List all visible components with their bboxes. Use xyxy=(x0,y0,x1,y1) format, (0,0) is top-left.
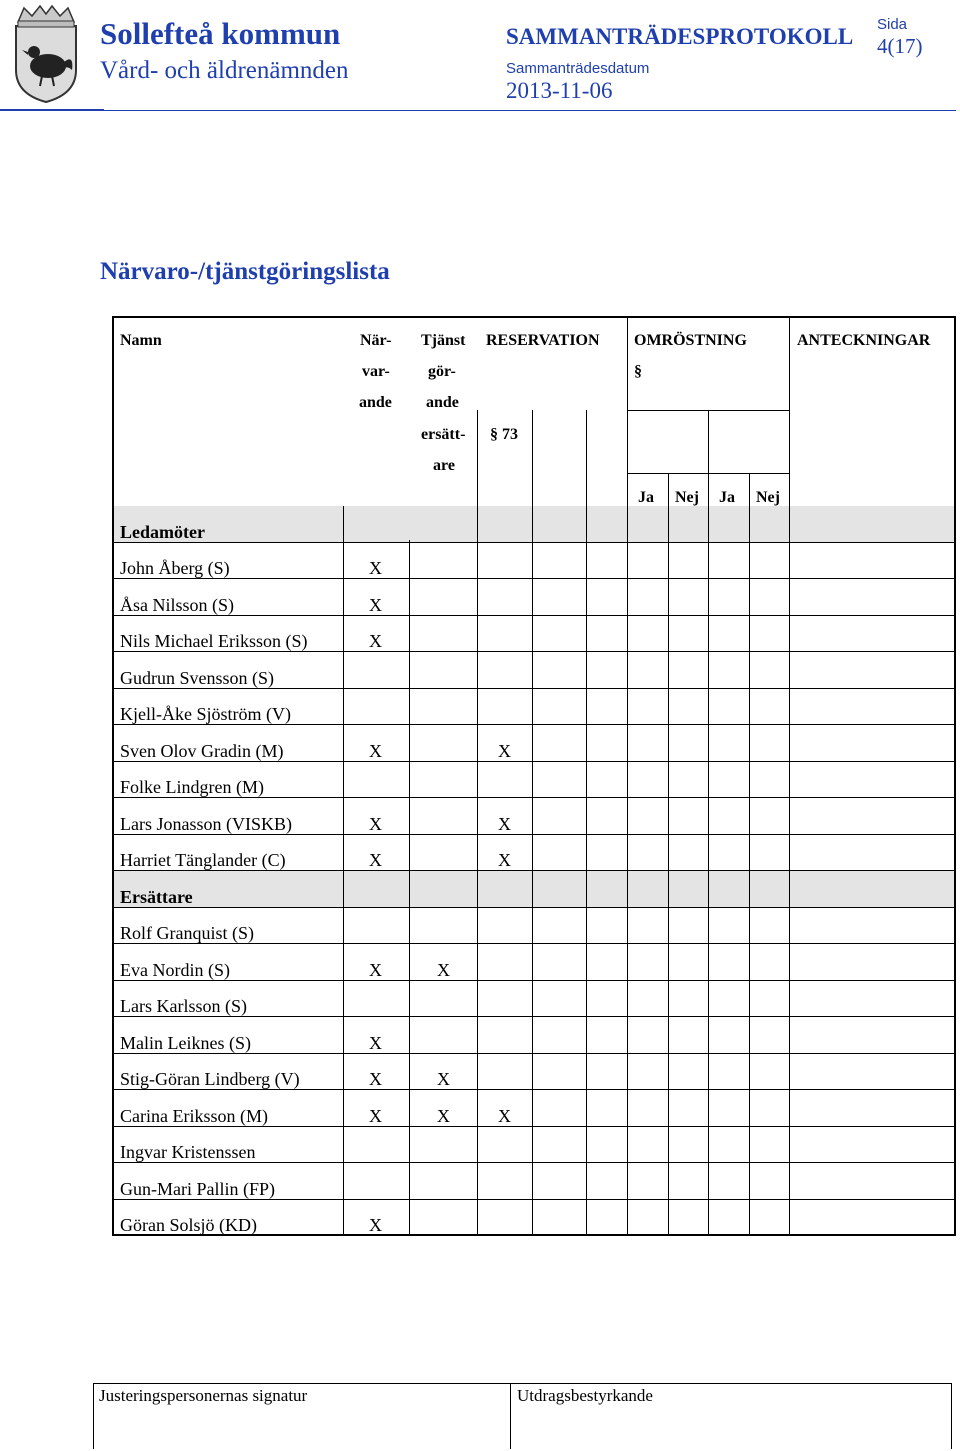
page-number: 4(17) xyxy=(877,34,923,58)
present-mark: X xyxy=(369,631,382,651)
col-header-serving: gör- xyxy=(428,363,456,380)
meeting-date-label: Sammanträdesdatum xyxy=(506,60,650,77)
meeting-date-value: 2013-11-06 xyxy=(506,78,613,103)
col-header-no: Nej xyxy=(756,489,780,506)
col-header-notes: ANTECKNINGAR xyxy=(797,332,931,349)
present-mark: X xyxy=(369,1033,382,1053)
col-line xyxy=(586,410,587,1236)
section-title-substitutes: Ersättare xyxy=(120,887,193,907)
signature-label: Justeringspersonernas signatur xyxy=(99,1386,308,1405)
organization-name: Sollefteå kommun xyxy=(100,16,341,51)
member-name: Harriet Tänglander (C) xyxy=(120,850,286,870)
page-label: Sida xyxy=(877,16,908,33)
serving-mark: X xyxy=(437,1106,450,1126)
row-line xyxy=(114,907,954,908)
serving-mark: X xyxy=(437,1069,450,1089)
present-mark: X xyxy=(369,960,382,980)
col-header-serving: Tjänst xyxy=(421,332,466,349)
col-header-voting: OMRÖSTNING xyxy=(634,332,747,349)
reservation-mark: X xyxy=(498,741,511,761)
header-line xyxy=(627,410,789,411)
col-header-reservation: RESERVATION xyxy=(486,332,600,349)
present-mark: X xyxy=(369,1069,382,1089)
present-mark: X xyxy=(369,1106,382,1126)
row-line xyxy=(114,542,954,543)
present-mark: X xyxy=(369,741,382,761)
substitute-name: Ingvar Kristenssen xyxy=(120,1142,256,1162)
attendance-table xyxy=(112,316,956,1236)
footer-divider xyxy=(510,1383,511,1449)
col-line xyxy=(749,473,750,1236)
reservation-mark: X xyxy=(498,814,511,834)
col-header-yes: Ja xyxy=(719,489,735,506)
member-name: Nils Michael Eriksson (S) xyxy=(120,631,308,651)
row-line xyxy=(114,615,954,616)
present-mark: X xyxy=(369,558,382,578)
col-header-name: Namn xyxy=(120,332,162,349)
municipal-coat-of-arms-logo xyxy=(10,4,82,104)
section-band-members xyxy=(114,506,954,542)
header-divider xyxy=(4,110,956,111)
col-header-present: ande xyxy=(359,394,392,411)
col-line xyxy=(789,318,790,1236)
col-line xyxy=(627,318,628,1236)
col-header-serving: ersätt- xyxy=(421,426,466,443)
present-mark: X xyxy=(369,850,382,870)
substitute-name: Gun-Mari Pallin (FP) xyxy=(120,1179,275,1199)
substitute-name: Lars Karlsson (S) xyxy=(120,996,247,1016)
col-header-present: När- xyxy=(360,332,392,349)
substitute-name: Rolf Granquist (S) xyxy=(120,923,254,943)
present-mark: X xyxy=(369,595,382,615)
substitute-name: Göran Solsjö (KD) xyxy=(120,1215,257,1235)
page-title: Närvaro-/tjänstgöringslista xyxy=(100,258,390,285)
section-band-substitutes xyxy=(114,871,954,907)
present-mark: X xyxy=(369,1215,382,1235)
col-header-yes: Ja xyxy=(638,489,654,506)
extract-certification-label: Utdragsbestyrkande xyxy=(517,1386,653,1405)
col-line xyxy=(409,540,410,1236)
member-name: Åsa Nilsson (S) xyxy=(120,595,235,615)
header-line xyxy=(627,473,789,474)
reservation-mark: X xyxy=(498,1106,511,1126)
col-line xyxy=(532,410,533,1236)
col-header-voting-paragraph: § xyxy=(634,363,642,380)
member-name: John Åberg (S) xyxy=(120,558,230,578)
present-mark: X xyxy=(369,814,382,834)
member-name: Lars Jonasson (VISKB) xyxy=(120,814,292,834)
reservation-mark: X xyxy=(498,850,511,870)
member-name: Sven Olov Gradin (M) xyxy=(120,741,284,761)
serving-mark: X xyxy=(437,960,450,980)
substitute-name: Eva Nordin (S) xyxy=(120,960,230,980)
member-name: Kjell-Åke Sjöström (V) xyxy=(120,704,291,724)
member-name: Folke Lindgren (M) xyxy=(120,777,264,797)
col-header-serving: are xyxy=(433,457,455,474)
substitute-name: Stig-Göran Lindberg (V) xyxy=(120,1069,300,1089)
col-line xyxy=(708,410,709,1236)
col-line xyxy=(477,410,478,1236)
document-type: SAMMANTRÄDESPROTOKOLL xyxy=(506,24,854,49)
substitute-name: Malin Leiknes (S) xyxy=(120,1033,251,1053)
col-header-reservation-paragraph: § 73 xyxy=(490,426,518,443)
col-header-serving: ande xyxy=(426,394,459,411)
row-line xyxy=(114,578,954,579)
col-header-present: var- xyxy=(362,363,390,380)
header-divider-accent xyxy=(0,109,104,111)
substitute-name: Carina Eriksson (M) xyxy=(120,1106,268,1126)
section-title-members: Ledamöter xyxy=(120,522,205,542)
row-line xyxy=(114,980,954,981)
department-name: Vård- och äldrenämnden xyxy=(100,57,349,84)
member-name: Gudrun Svensson (S) xyxy=(120,668,275,688)
col-header-no: Nej xyxy=(675,489,699,506)
col-line xyxy=(668,473,669,1236)
